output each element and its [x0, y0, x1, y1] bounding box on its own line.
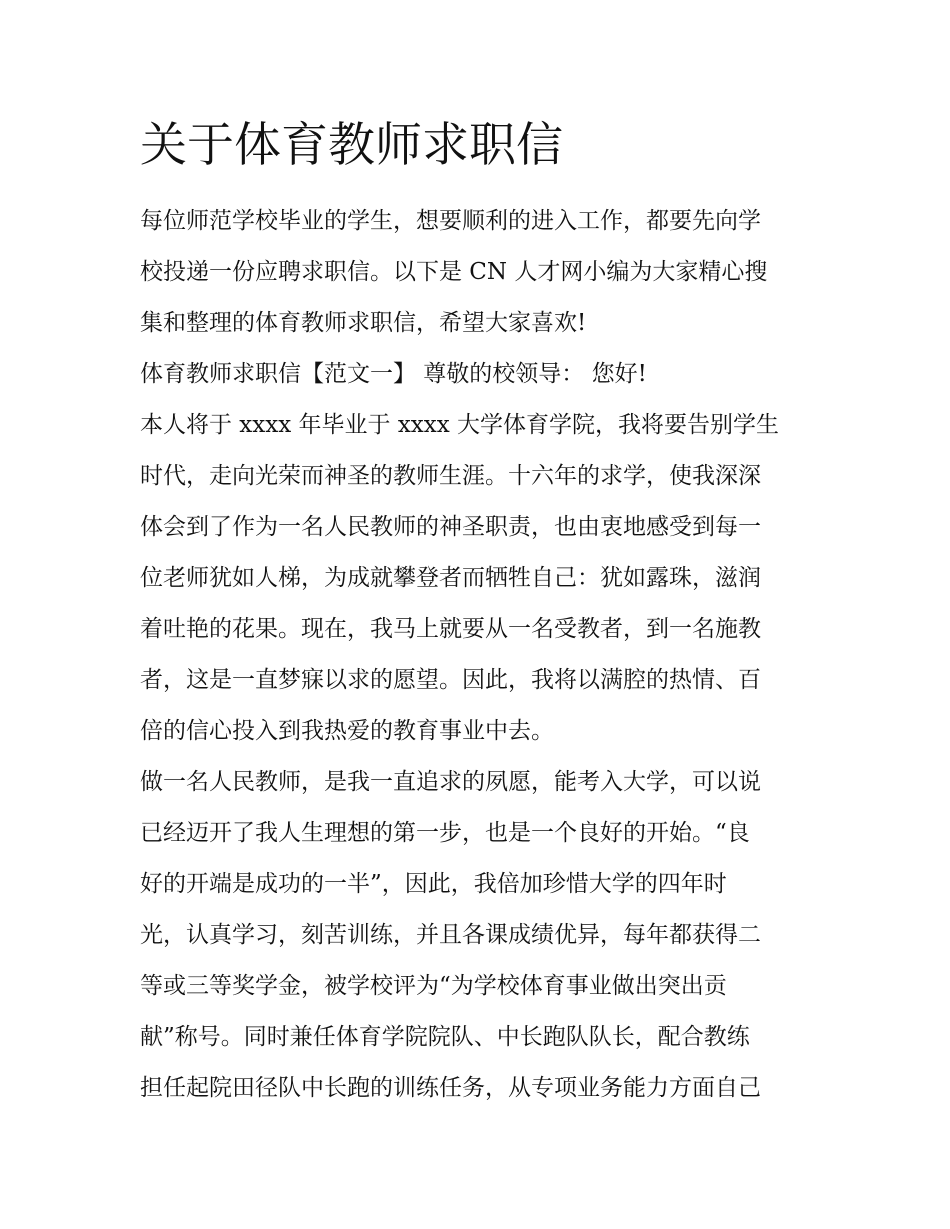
- text-line: 体育教师求职信【范文一】 尊敬的校领导： 您好!: [140, 361, 647, 387]
- text-line: 光，认真学习，刻苦训练，并且各课成绩优异，每年都获得二: [140, 922, 761, 948]
- text-line: 等或三等奖学金，被学校评为“为学校体育事业做出突出贡: [140, 973, 727, 999]
- text-line: 着吐艳的花果。现在，我马上就要从一名受教者，到一名施教: [140, 616, 761, 642]
- text-line: 每位师范学校毕业的学生，想要顺利的进入工作，都要先向学: [140, 208, 761, 234]
- text-line: 倍的信心投入到我热爱的教育事业中去。: [140, 718, 554, 744]
- text-line: 时代，走向光荣而神圣的教师生涯。十六年的求学，使我深深: [140, 463, 761, 489]
- text-line: 者，这是一直梦寐以求的愿望。因此，我将以满腔的热情、百: [140, 667, 761, 693]
- document-title: 关于体育教师求职信: [140, 118, 563, 173]
- text-line: 校投递一份应聘求职信。以下是 CN 人才网小编为大家精心搜: [140, 259, 768, 285]
- text-line: 做一名人民教师，是我一直追求的夙愿，能考入大学，可以说: [140, 769, 761, 795]
- text-line: 位老师犹如人梯，为成就攀登者而牺牲自己：犹如露珠，滋润: [140, 565, 761, 591]
- text-line: 体会到了作为一名人民教师的神圣职责，也由衷地感受到每一: [140, 514, 761, 540]
- text-line: 担任起院田径队中长跑的训练任务，从专项业务能力方面自己: [140, 1075, 761, 1101]
- text-line: 集和整理的体育教师求职信，希望大家喜欢!: [140, 310, 587, 336]
- text-line: 已经迈开了我人生理想的第一步，也是一个良好的开始。“良: [140, 820, 750, 846]
- text-line: 好的开端是成功的一半”，因此，我倍加珍惜大学的四年时: [140, 871, 727, 897]
- text-line: 献”称号。同时兼任体育学院院队、中长跑队队长，配合教练: [140, 1024, 750, 1050]
- text-line: 本人将于 xxxx 年毕业于 xxxx 大学体育学院，我将要告别学生: [140, 412, 780, 438]
